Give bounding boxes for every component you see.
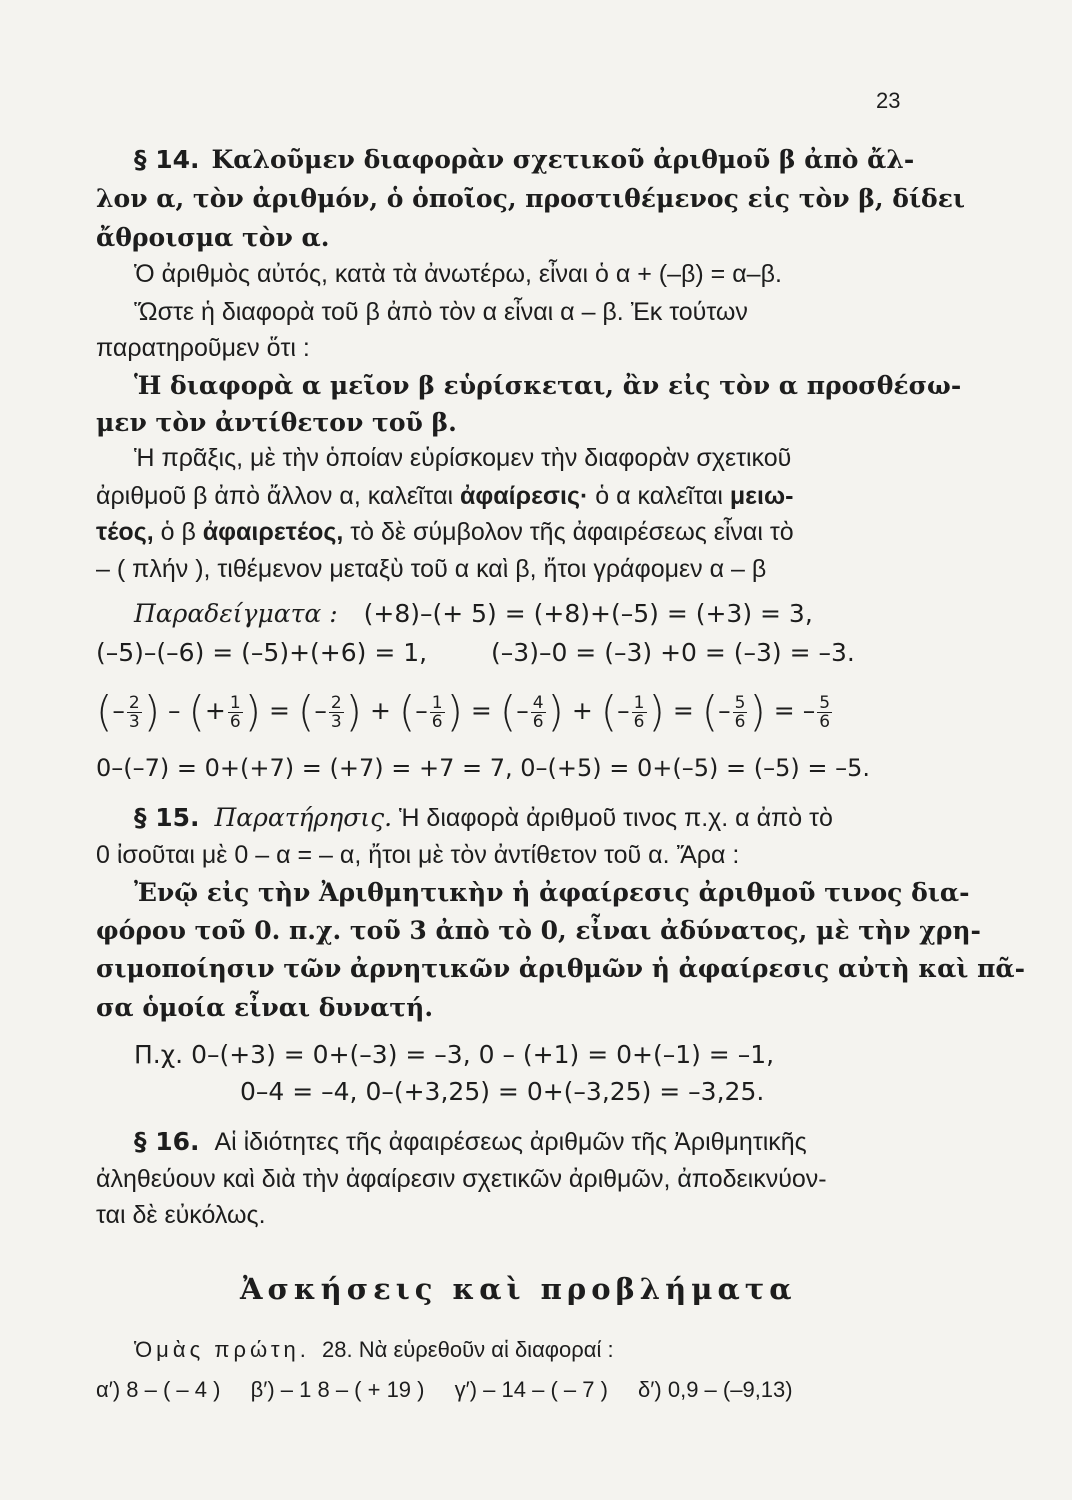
- sign: –: [718, 696, 731, 725]
- denominator: 6: [819, 711, 831, 732]
- example-2b: (–3)–0 = (–3) +0 = (–3) = –3.: [491, 638, 855, 667]
- denominator: 3: [128, 711, 140, 732]
- exercise-task: 28. Νὰ εὑρεθοῦν αἱ διαφοραί :: [322, 1337, 614, 1362]
- sign: +: [204, 696, 226, 725]
- sec15-line-1: [134, 801, 833, 835]
- exercise-d: δ′) 0,9 – (–9,13): [638, 1377, 793, 1402]
- sec15-line-1-text: Ἡ διαφορὰ ἀριθμοῦ τινος π.χ. α ἀπὸ τὸ: [392, 804, 833, 832]
- term-minuend-end: τέος,: [96, 518, 154, 546]
- sign: –: [112, 696, 125, 725]
- sec15-rule-line-2: φόρου τοῦ 0. π.χ. τοῦ 3 ἀπὸ τὸ 0, εἶναι ἀδύνατος, μὲ τὴν χρη-: [96, 916, 981, 945]
- group-label: Ὁμὰς πρώτη.: [134, 1337, 310, 1362]
- sec15-symbol: § 15.: [134, 803, 200, 832]
- sec15-line-2: 0 ἰσοῦται μὲ 0 – α = – α, ἤτοι μὲ τὸν ἀντίθετον τοῦ α. Ἄρα :: [96, 841, 740, 869]
- term-subtrahend: ἀφαιρετέος,: [202, 518, 344, 546]
- example-2a: (–5)–(–6) = (–5)+(+6) = 1,: [96, 638, 428, 667]
- sec14-line-1: [134, 143, 915, 177]
- sec14-para-line-4: – ( πλήν ), τιθέμενον μεταξὺ τοῦ α καὶ β, ἤτοι γράφομεν α – β: [96, 555, 767, 583]
- examples-fractions: (– $\frac{2}{3}$ ) – (+ $\frac{1}{6}$ ) = (– $\frac{2}{3}$ ) + (– $\frac{1}{6}$ ) = (– $\frac{4}{6}$ ) + (– $\frac{1}{6}$ ) = (– $\frac{5}{6}$ ) = – $\frac{5}{6}$: [96, 687, 831, 736]
- sec14-line-1-text: Καλοῦμεν διαφορὰν σχετικοῦ ἀριθμοῦ β ἀπὸ ἄλ-: [211, 145, 915, 174]
- sec14-rule-line-2: μεν τὸν ἀντίθετον τοῦ β.: [96, 408, 457, 437]
- sec14-line-4: Ὁ ἀριθμὸς αὐτός, κατὰ τὰ ἀνωτέρω, εἶναι ὁ α + (–β) = α–β.: [134, 260, 782, 288]
- examples-line-4: 0–(–7) = 0+(+7) = (+7) = +7 = 7, 0–(+5) = 0+(–5) = (–5) = –5.: [96, 754, 870, 782]
- denominator: 6: [633, 711, 645, 732]
- sec15-example-1: Π.χ. 0–(+3) = 0+(–3) = –3, 0 – (+1) = 0+(–1) = –1,: [134, 1040, 775, 1069]
- fraction-2: [228, 694, 243, 731]
- sign: –: [802, 696, 816, 725]
- text: ὁ α καλεῖται: [588, 482, 730, 510]
- sec14-line-3: ἄθροισμα τὸν α.: [96, 223, 330, 252]
- sign: –: [314, 696, 327, 725]
- denominator: 6: [229, 711, 241, 732]
- sec15-rule-line-3: σιμοποίησιν τῶν ἀρνητικῶν ἀριθμῶν ἡ ἀφαίρεσις αὐτὴ καὶ πᾶ-: [96, 954, 1026, 983]
- sec14-line-6: παρατηροῦμεν ὅτι :: [96, 334, 310, 362]
- term-minuend: μειω-: [729, 482, 794, 510]
- text: ἀριθμοῦ β ἀπὸ ἄλλον α, καλεῖται: [96, 482, 461, 510]
- exercises-intro: [134, 1333, 614, 1367]
- sec15-rule-line-4: σα ὁμοία εἶναι δυνατή.: [96, 993, 434, 1022]
- examples-line-2: [96, 636, 855, 670]
- numerator: 1: [431, 692, 443, 713]
- fraction-7: [733, 694, 748, 731]
- denominator: 6: [734, 711, 746, 732]
- sec16-line-2: ἀληθεύουν καὶ διὰ τὴν ἀφαίρεσιν σχετικῶν ἀριθμῶν, ἀποδεικνύον-: [96, 1165, 827, 1193]
- exercise-a: α′) 8 – ( – 4 ): [96, 1377, 221, 1402]
- sec16-line-1: [134, 1125, 807, 1159]
- fraction-1: [127, 694, 142, 731]
- denominator: 6: [431, 711, 443, 732]
- exercise-c: γ′) – 14 – ( – 7 ): [454, 1377, 608, 1402]
- numerator: 1: [229, 692, 241, 713]
- fraction-8: [817, 694, 832, 731]
- text: τὸ δὲ σύμβολον τῆς ἀφαιρέσεως εἶναι τὸ: [343, 518, 794, 546]
- numerator: 4: [532, 692, 544, 713]
- fraction-6: [632, 694, 647, 731]
- exercises-heading: Ἀσκήσεις καὶ προβλήματα: [240, 1272, 797, 1306]
- sec14-para-line-3: [96, 515, 794, 549]
- sec14-symbol: § 14.: [134, 145, 200, 174]
- sec15-example-2: 0–4 = –4, 0–(+3,25) = 0+(–3,25) = –3,25.: [240, 1077, 765, 1106]
- sec15-label: Παρατήρησις.: [214, 803, 393, 832]
- sec14-rule-line-1: Ἡ διαφορὰ α μεῖον β εὑρίσκεται, ἂν εἰς τὸν α προσθέσω-: [134, 371, 962, 400]
- examples-label: Παραδείγματα :: [134, 599, 338, 628]
- fraction-5: [531, 694, 546, 731]
- sec15-rule-line-1: Ἐνῷ εἰς τὴν Ἀριθμητικὴν ἡ ἀφαίρεσις ἀριθμοῦ τινος δια-: [134, 878, 970, 907]
- denominator: 6: [532, 711, 544, 732]
- sign: –: [516, 696, 529, 725]
- text: ὁ β: [153, 518, 203, 546]
- sec14-para-line-1: Ἡ πρᾶξις, μὲ τὴν ὁποίαν εὑρίσκομεν τὴν διαφορὰν σχετικοῦ: [134, 444, 792, 472]
- sign: –: [617, 696, 630, 725]
- numerator: 5: [819, 692, 831, 713]
- numerator: 5: [734, 692, 746, 713]
- numerator: 2: [330, 692, 342, 713]
- exercise-b: β′) – 1 8 – ( + 19 ): [250, 1377, 425, 1402]
- fraction-4: [430, 694, 445, 731]
- example-1: (+8)–(+ 5) = (+8)+(–5) = (+3) = 3,: [363, 599, 813, 628]
- numerator: 2: [128, 692, 140, 713]
- sec16-line-3: ται δὲ εὐκόλως.: [96, 1201, 266, 1229]
- numerator: 1: [633, 692, 645, 713]
- sec16-symbol: § 16.: [134, 1127, 200, 1156]
- examples-line-1: [134, 597, 813, 631]
- fraction-3: [329, 694, 344, 731]
- sec14-para-line-2: [96, 479, 793, 513]
- term-subtraction: ἀφαίρεσις·: [460, 482, 589, 510]
- sec16-line-1-text: Αἱ ἰδιότητες τῆς ἀφαιρέσεως ἀριθμῶν τῆς Ἀριθμητικῆς: [214, 1128, 807, 1156]
- denominator: 3: [330, 711, 342, 732]
- exercise-items: [96, 1373, 793, 1407]
- sec14-line-2: λον α, τὸν ἀριθμόν, ὁ ὁποῖος, προστιθέμενος εἰς τὸν β, δίδει: [96, 184, 966, 213]
- sec14-line-5: Ὥστε ἡ διαφορὰ τοῦ β ἀπὸ τὸν α εἶναι α – β. Ἐκ τούτων: [134, 298, 748, 326]
- page-number: 23: [876, 88, 901, 113]
- sign: –: [415, 696, 428, 725]
